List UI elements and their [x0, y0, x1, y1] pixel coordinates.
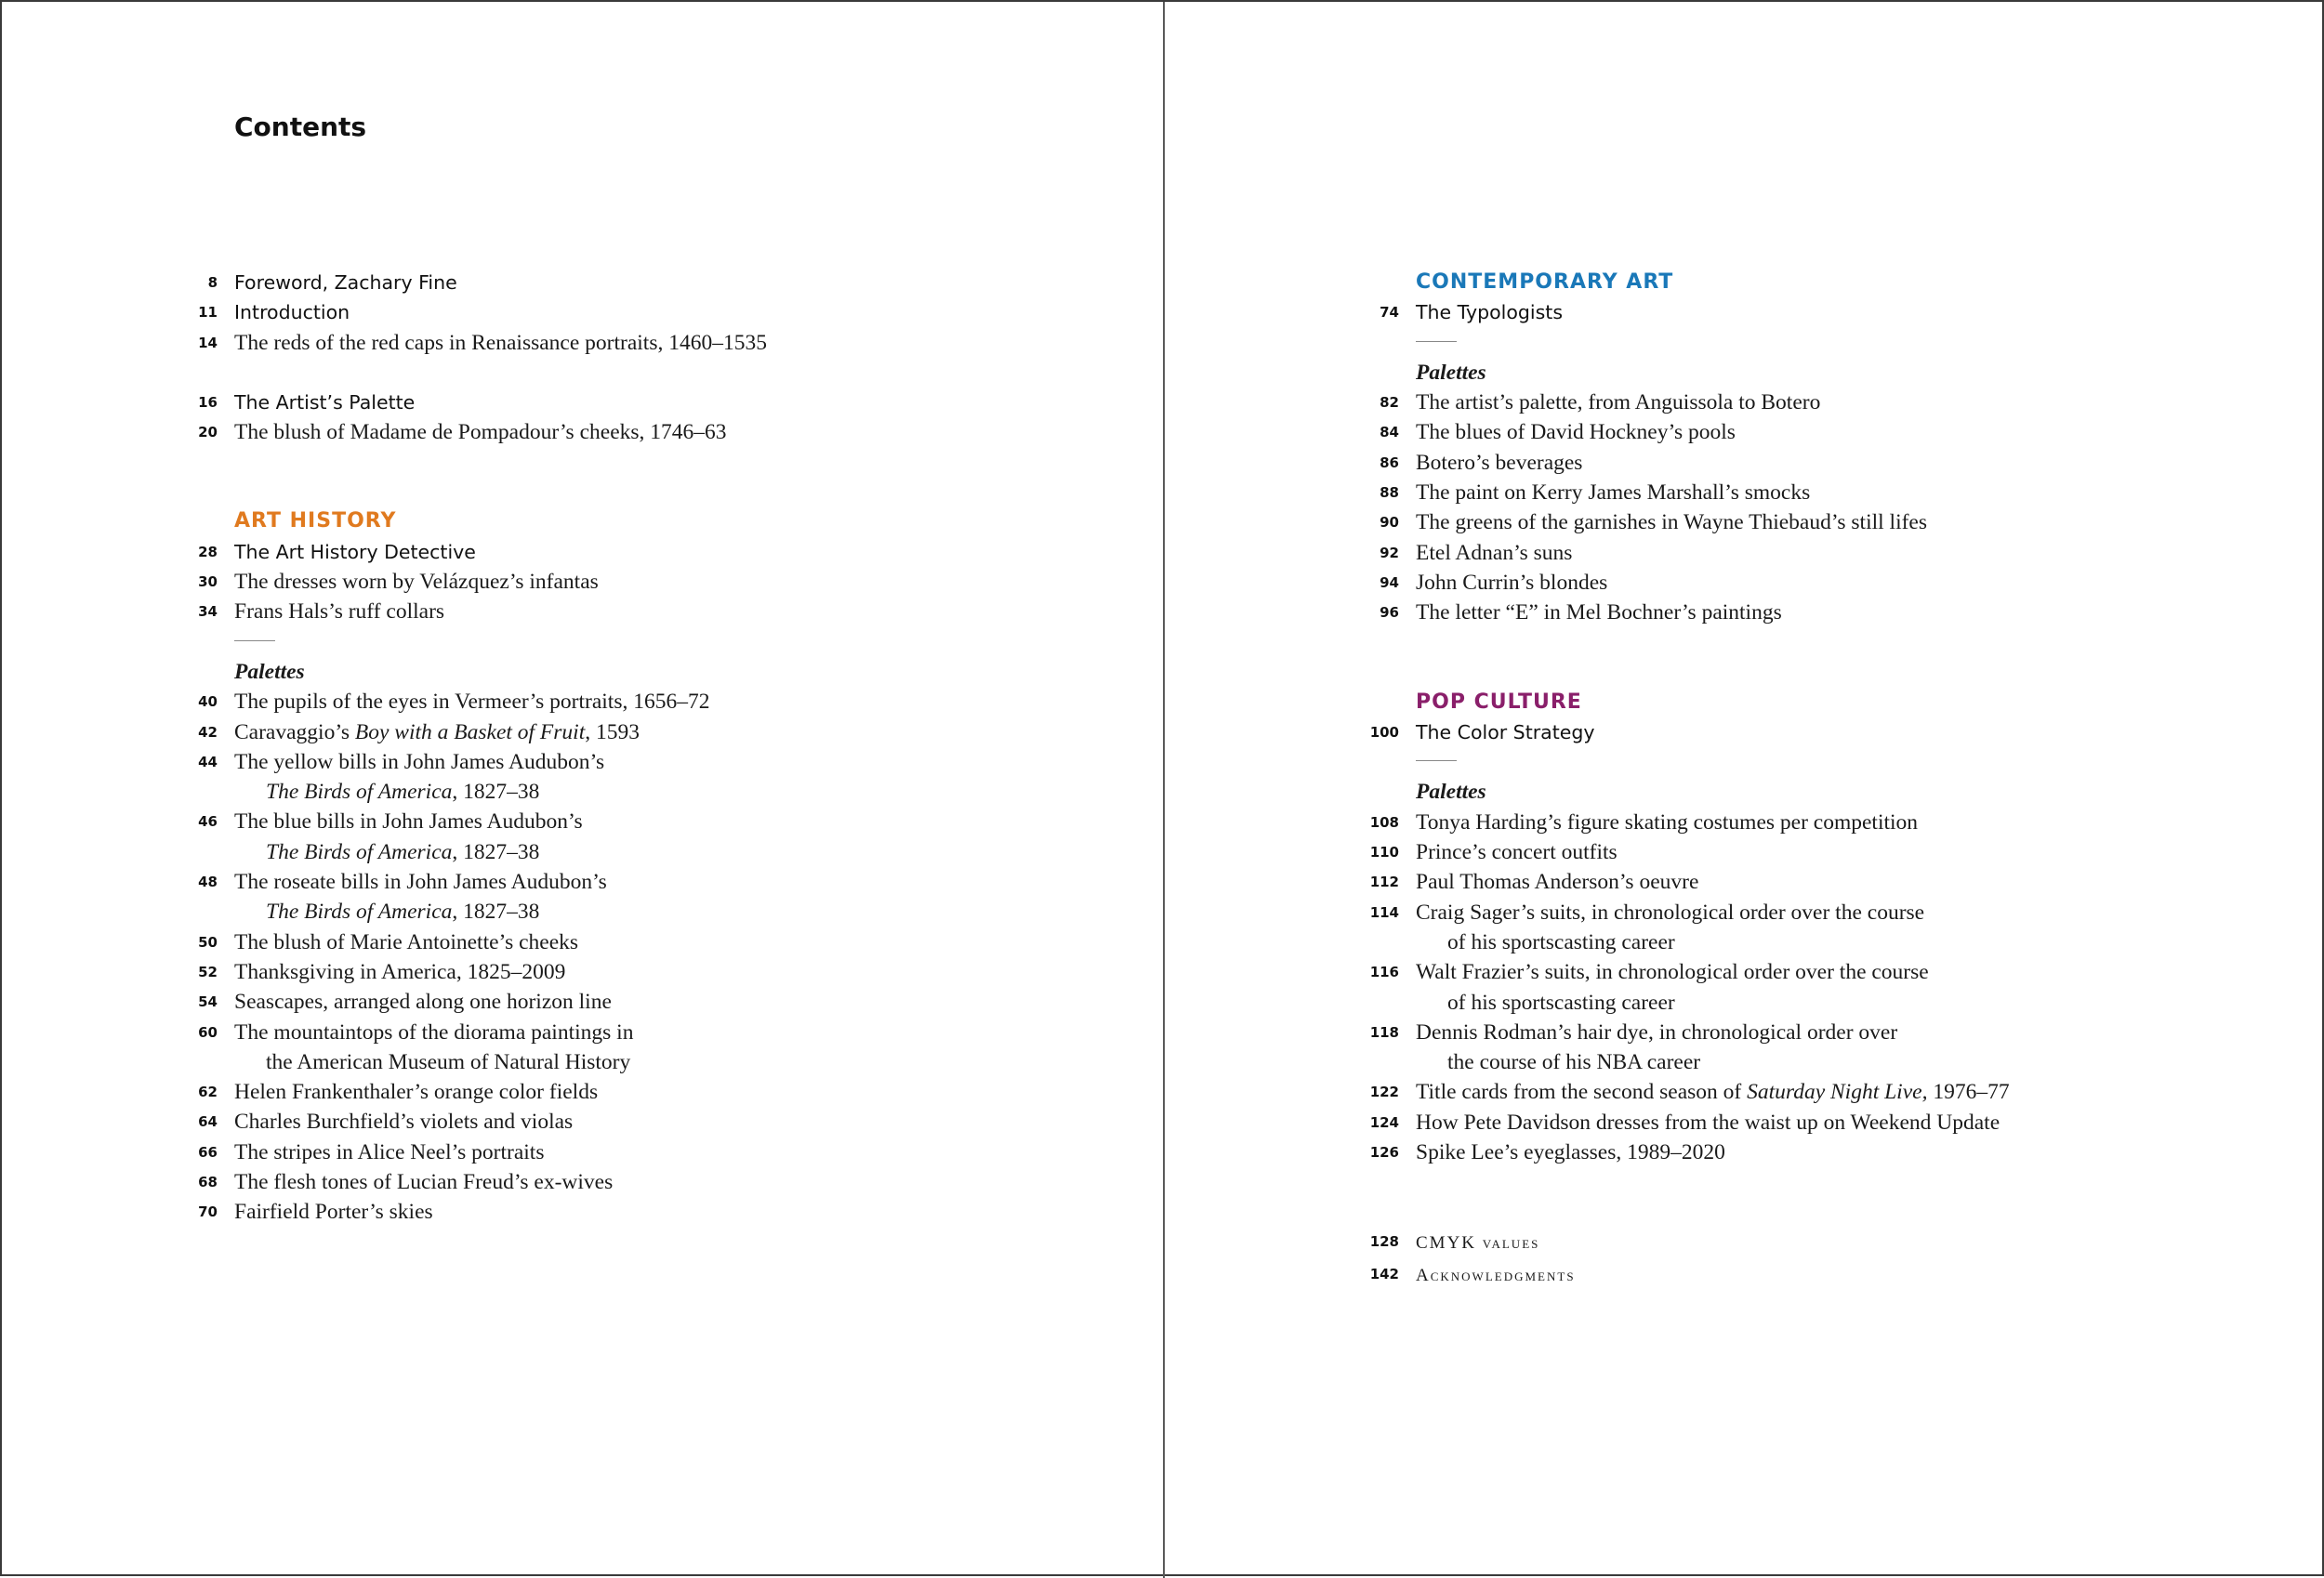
toc-entry[interactable] [207, 268, 1117, 297]
entry-title: Botero’s beverages [1416, 450, 1583, 475]
toc-entry[interactable] [198, 747, 1117, 808]
page-number: 50 [198, 933, 218, 951]
page-number: 16 [198, 393, 218, 411]
toc-entry[interactable] [1380, 538, 2299, 568]
page-number: 40 [198, 693, 218, 711]
page-number: 20 [198, 424, 218, 441]
palettes-subheading: Palettes [1416, 360, 1486, 385]
page-number: 30 [198, 573, 218, 591]
page-number: 64 [198, 1113, 218, 1131]
page-number: 108 [1369, 813, 1399, 831]
entry-title: The blush of Madame de Pompadour’s cheeks, 1746–63 [234, 420, 727, 445]
toc-entry[interactable] [1369, 1259, 2299, 1291]
toc-entry[interactable] [198, 717, 1117, 747]
divider [234, 627, 1117, 657]
entry-title: Frans Hals’s ruff collars [234, 599, 445, 625]
entry-title: The greens of the garnishes in Wayne Thiebaud’s still lifes [1416, 510, 1928, 535]
page-number: 11 [198, 304, 218, 322]
toc-entry[interactable] [198, 567, 1117, 597]
page-number: 118 [1369, 1023, 1399, 1041]
page-number: 86 [1380, 454, 1399, 471]
entry-title: Charles Burchfield’s violets and violas [234, 1110, 574, 1135]
page-number: 8 [207, 274, 218, 291]
entry-title: The Art History Detective [234, 540, 476, 563]
toc-entry[interactable] [198, 1167, 1117, 1197]
toc-entry[interactable] [1369, 837, 2299, 867]
entry-title: Walt Frazier’s suits, in chronological order over the course of his sportscasting career [1416, 960, 1929, 1015]
toc-entry[interactable] [1369, 1018, 2299, 1078]
toc-entry[interactable] [198, 537, 1117, 567]
toc-entry[interactable] [1369, 717, 2299, 747]
entry-title: The stripes in Alice Neel’s portraits [234, 1139, 545, 1164]
entry-title: The paint on Kerry James Marshall’s smocks [1416, 480, 1811, 506]
page-number: 60 [198, 1023, 218, 1041]
entry-title: The flesh tones of Lucian Freud’s ex-wives [234, 1170, 614, 1195]
entry-title: Fairfield Porter’s skies [234, 1200, 433, 1225]
toc-entry[interactable] [1380, 417, 2299, 447]
entry-title: The blue bills in John James Audubon’s The Birds of America, 1827–38 [234, 809, 583, 864]
toc-entry[interactable] [1369, 957, 2299, 1018]
entry-title: Helen Frankenthaler’s orange color fields [234, 1080, 599, 1105]
entry-title: The blush of Marie Antoinette’s cheeks [234, 929, 579, 954]
toc-entry[interactable] [1369, 867, 2299, 897]
entry-title: Craig Sager’s suits, in chronological order over the course of his sportscasting career [1416, 900, 1925, 954]
toc-entry[interactable] [1380, 297, 2299, 327]
page-number: 94 [1380, 573, 1399, 591]
entry-title: The artist’s palette, from Anguissola to Botero [1416, 390, 1821, 415]
toc-entry[interactable] [198, 1197, 1117, 1227]
toc-entry[interactable] [1380, 448, 2299, 478]
toc-entry[interactable] [198, 1077, 1117, 1107]
toc-entry[interactable] [198, 1137, 1117, 1167]
entry-title: CMYK values [1416, 1233, 1540, 1254]
page-number: 92 [1380, 544, 1399, 561]
entry-title: The roseate bills in John James Audubon’s The Birds of America, 1827–38 [234, 870, 607, 925]
toc-entry[interactable] [198, 1107, 1117, 1137]
entry-title: The dresses worn by Velázquez’s infantas [234, 570, 599, 595]
page-number: 114 [1369, 903, 1399, 921]
toc-entry[interactable] [1369, 1077, 2299, 1107]
page-number: 84 [1380, 424, 1399, 441]
entry-title: Introduction [234, 301, 350, 324]
page-title: Contents [234, 112, 367, 142]
entry-title: Spike Lee’s eyeglasses, 1989–2020 [1416, 1140, 1725, 1165]
toc-entry[interactable] [198, 597, 1117, 626]
page-number: 126 [1369, 1144, 1399, 1162]
contemporary-art-section [1380, 268, 2299, 628]
toc-entry[interactable] [1380, 478, 2299, 507]
page-number: 142 [1369, 1265, 1399, 1282]
page-number: 48 [198, 874, 218, 891]
entry-title: Etel Adnan’s suns [1416, 540, 1573, 565]
page-number: 82 [1380, 394, 1399, 412]
page-number: 46 [198, 813, 218, 831]
palettes-subheading: Palettes [1416, 780, 1486, 805]
entry-title: The yellow bills in John James Audubon’s The Birds of America, 1827–38 [234, 749, 605, 805]
page-number: 74 [1380, 304, 1399, 322]
page-number: 66 [198, 1143, 218, 1161]
entry-title: Thanksgiving in America, 1825–2009 [234, 959, 566, 984]
pop-culture-section [1369, 688, 2299, 1168]
left-page [2, 2, 1163, 1578]
page-number: 62 [198, 1084, 218, 1101]
entry-title: The pupils of the eyes in Vermeer’s portraits, 1656–72 [234, 690, 710, 715]
page-number: 116 [1369, 964, 1399, 981]
page-number: 110 [1369, 844, 1399, 861]
page-number: 100 [1369, 723, 1399, 741]
page-number: 96 [1380, 604, 1399, 622]
entry-title: The blues of David Hockney’s pools [1416, 420, 1736, 445]
left-toc [198, 268, 1117, 1228]
section-heading-pop-culture: POP CULTURE [1416, 690, 1582, 714]
entry-title: Foreword, Zachary Fine [234, 271, 457, 294]
toc-entry[interactable] [1369, 1108, 2299, 1137]
entry-title: The mountaintops of the diorama paintings in the American Museum of Natural History [234, 1019, 634, 1074]
page-number: 70 [198, 1203, 218, 1221]
section-heading-art-history: ART HISTORY [234, 509, 397, 533]
page-number: 52 [198, 963, 218, 980]
divider [1416, 328, 2299, 358]
toc-entry[interactable] [1369, 808, 2299, 837]
page-number: 54 [198, 993, 218, 1011]
toc-entry[interactable] [198, 417, 1117, 447]
page-number: 34 [198, 603, 218, 621]
entry-title: Caravaggio’s Boy with a Basket of Fruit, 1593 [234, 719, 640, 744]
page-number: 68 [198, 1174, 218, 1191]
entry-title: Tonya Harding’s figure skating costumes per competition [1416, 809, 1919, 835]
toc-entry[interactable] [198, 388, 1117, 417]
entry-title: The Color Strategy [1416, 720, 1595, 743]
entry-title: Seascapes, arranged along one horizon line [234, 990, 612, 1015]
toc-entry[interactable] [1369, 898, 2299, 958]
back-matter [1369, 1227, 2299, 1291]
entry-title: Acknowledgments [1416, 1265, 1576, 1285]
right-page [1165, 2, 2324, 1578]
toc-entry[interactable] [1380, 568, 2299, 598]
page-number: 112 [1369, 874, 1399, 891]
entry-title: Paul Thomas Anderson’s oeuvre [1416, 870, 1699, 895]
section-heading-contemporary-art: CONTEMPORARY ART [1416, 270, 1674, 294]
right-toc [1369, 268, 2299, 1291]
page-number: 42 [198, 723, 218, 741]
entry-title: Title cards from the second season of Saturday Night Live, 1976–77 [1416, 1080, 2010, 1105]
entry-title: John Currin’s blondes [1416, 570, 1608, 595]
entry-title: Prince’s concert outfits [1416, 840, 1618, 865]
page-number: 88 [1380, 484, 1399, 502]
toc-entry[interactable] [1380, 388, 2299, 417]
entry-title: The reds of the red caps in Renaissance portraits, 1460–1535 [234, 330, 767, 355]
toc-entry[interactable] [198, 687, 1117, 717]
toc-entry[interactable] [198, 297, 1117, 327]
page-number: 28 [198, 543, 218, 560]
toc-entry[interactable] [198, 1018, 1117, 1078]
entry-title: The Artist’s Palette [234, 390, 416, 414]
entry-title: The Typologists [1416, 301, 1564, 324]
page-number: 14 [198, 334, 218, 351]
palette-essay-group [198, 388, 1117, 448]
toc-entry[interactable] [1369, 1227, 2299, 1258]
page-number: 44 [198, 753, 218, 770]
divider [1416, 747, 2299, 777]
toc-entry[interactable] [198, 927, 1117, 957]
art-history-section [198, 506, 1117, 1227]
toc-entry[interactable] [198, 328, 1117, 358]
toc-entry[interactable] [1380, 507, 2299, 537]
toc-entry[interactable] [198, 867, 1117, 927]
entry-title: Dennis Rodman’s hair dye, in chronological order over the course of his NBA career [1416, 1019, 1898, 1075]
entry-title: How Pete Davidson dresses from the waist up on Weekend Update [1416, 1110, 2000, 1135]
page-number: 124 [1369, 1113, 1399, 1131]
toc-entry[interactable] [1369, 1137, 2299, 1167]
palettes-subheading: Palettes [234, 659, 305, 684]
toc-entry[interactable] [1380, 598, 2299, 627]
intro-group [198, 268, 1117, 358]
entry-title: The letter “E” in Mel Bochner’s paintings [1416, 600, 1782, 625]
toc-entry[interactable] [198, 957, 1117, 987]
page-number: 128 [1369, 1233, 1399, 1251]
toc-entry[interactable] [198, 987, 1117, 1017]
toc-entry[interactable] [198, 807, 1117, 867]
page-number: 90 [1380, 514, 1399, 532]
page-number: 122 [1369, 1084, 1399, 1101]
